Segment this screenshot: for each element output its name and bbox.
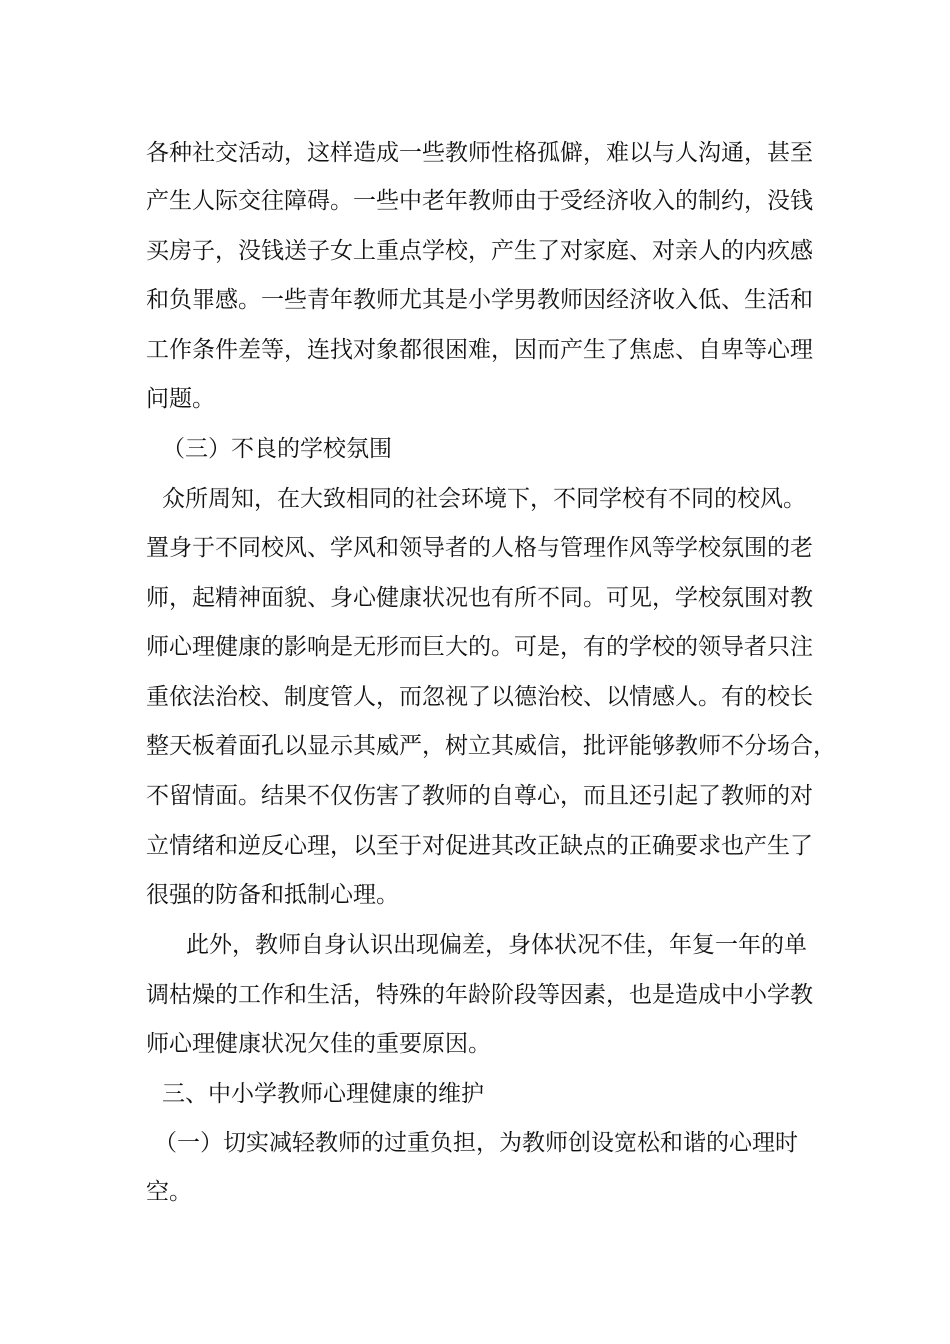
text-line: 众所周知，在大致相同的社会环境下，不同学校有不同的校风。 — [162, 486, 806, 512]
text-line: 不留情面。结果不仅伤害了教师的自尊心，而且还引起了教师的对 — [146, 783, 813, 809]
text-line: 师，起精神面貌、身心健康状况也有所不同。可见，学校氛围对教 — [146, 585, 813, 611]
text-line: 问题。 — [146, 386, 215, 412]
text-line: 置身于不同校风、学风和领导者的人格与管理作风等学校氛围的老 — [146, 535, 813, 561]
text-line: 买房子，没钱送子女上重点学校，产生了对家庭、对亲人的内疚感 — [146, 238, 813, 264]
text-line: 很强的防备和抵制心理。 — [146, 882, 399, 908]
text-line: 师心理健康的影响是无形而巨大的。可是，有的学校的领导者只注 — [146, 634, 813, 660]
text-line: 工作条件差等，连找对象都很困难，因而产生了焦虑、自卑等心理 — [146, 337, 813, 363]
text-line: 重依法治校、制度管人，而忽视了以德治校、以情感人。有的校长 — [146, 684, 813, 710]
text-line: 调枯燥的工作和生活，特殊的年龄阶段等因素，也是造成中小学教 — [146, 982, 813, 1008]
section-heading: （三）不良的学校氛围 — [162, 436, 392, 462]
text-line: 空。 — [146, 1179, 192, 1205]
text-line: 师心理健康状况欠佳的重要原因。 — [146, 1031, 491, 1057]
text-line: 整天板着面孔以显示其威严，树立其威信，批评能够教师不分场合， — [146, 733, 836, 759]
text-line: 此外，教师自身认识出现偏差，身体状况不佳，年复一年的单 — [186, 932, 807, 958]
subsection-heading: （一）切实减轻教师的过重负担，为教师创设宽松和谐的心理时 — [154, 1130, 798, 1156]
section-heading: 三、中小学教师心理健康的维护 — [162, 1081, 484, 1107]
text-line: 和负罪感。一些青年教师尤其是小学男教师因经济收入低、生活和 — [146, 287, 813, 313]
text-line: 各种社交活动，这样造成一些教师性格孤僻，难以与人沟通，甚至 — [146, 140, 813, 166]
text-line: 产生人际交往障碍。一些中老年教师由于受经济收入的制约，没钱 — [146, 188, 813, 214]
text-line: 立情绪和逆反心理，以至于对促进其改正缺点的正确要求也产生了 — [146, 833, 813, 859]
